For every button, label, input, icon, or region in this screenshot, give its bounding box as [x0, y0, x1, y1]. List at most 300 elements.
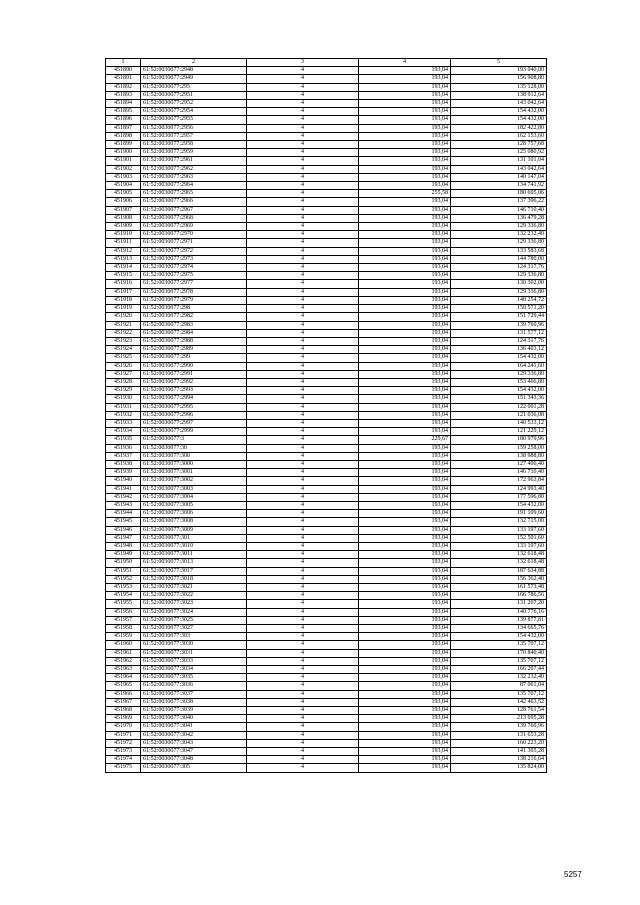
value-cell: 135 824,00	[451, 764, 547, 772]
row-number: 451936	[106, 444, 141, 452]
row-number: 451900	[106, 149, 141, 157]
cadastral-number: 61:52:0030077:298	[141, 305, 247, 313]
code-cell: 4	[247, 460, 359, 468]
cadastral-number: 61:52:0030077:3036	[141, 682, 247, 690]
value-cell: 156 908,80	[451, 75, 547, 83]
table-row	[106, 756, 547, 764]
code-cell: 4	[247, 362, 359, 370]
code-cell: 4	[247, 378, 359, 386]
cadastral-number: 61:52:0030077:2994	[141, 395, 247, 403]
area-cell: 193,04	[359, 518, 451, 526]
area-cell: 193,04	[359, 690, 451, 698]
area-cell: 193,04	[359, 116, 451, 124]
header-row	[106, 59, 547, 67]
table-row	[106, 444, 547, 452]
value-cell: 133 583,68	[451, 247, 547, 255]
cadastral-number: 61:52:0030077:2972	[141, 247, 247, 255]
table-row	[106, 731, 547, 739]
area-cell: 193,04	[359, 370, 451, 378]
row-number: 451901	[106, 157, 141, 165]
value-cell: 172 963,84	[451, 477, 547, 485]
value-cell: 128 757,68	[451, 141, 547, 149]
area-cell: 193,04	[359, 272, 451, 280]
code-cell: 4	[247, 739, 359, 747]
area-cell: 193,04	[359, 666, 451, 674]
value-cell: 131 101,04	[451, 157, 547, 165]
area-cell: 193,04	[359, 674, 451, 682]
cadastral-number: 61:52:0030077:2974	[141, 264, 247, 272]
row-number: 451909	[106, 223, 141, 231]
code-cell: 4	[247, 370, 359, 378]
table-row	[106, 674, 547, 682]
row-number: 451916	[106, 280, 141, 288]
row-number: 451970	[106, 723, 141, 731]
table-row	[106, 141, 547, 149]
code-cell: 4	[247, 387, 359, 395]
value-cell: 156 362,40	[451, 575, 547, 583]
table-row	[106, 649, 547, 657]
code-cell: 4	[247, 592, 359, 600]
code-cell: 4	[247, 485, 359, 493]
code-cell: 4	[247, 100, 359, 108]
area-cell: 193,04	[359, 264, 451, 272]
value-cell: 132 715,00	[451, 518, 547, 526]
value-cell: 154 432,00	[451, 501, 547, 509]
value-cell: 132 232,40	[451, 674, 547, 682]
value-cell: 135 128,00	[451, 83, 547, 91]
area-cell: 193,04	[359, 510, 451, 518]
row-number: 451947	[106, 534, 141, 542]
code-cell: 4	[247, 469, 359, 477]
code-cell: 4	[247, 534, 359, 542]
cadastral-number: 61:52:0030077:2963	[141, 173, 247, 181]
table-row	[106, 198, 547, 206]
value-cell: 182 422,80	[451, 124, 547, 132]
value-cell: 140 533,12	[451, 419, 547, 427]
value-cell: 131 267,20	[451, 600, 547, 608]
area-cell: 193,04	[359, 551, 451, 559]
cadastral-number: 61:52:0030077:2983	[141, 321, 247, 329]
cadastral-number: 61:52:0030077:3031	[141, 649, 247, 657]
table-row	[106, 739, 547, 747]
row-number: 451942	[106, 493, 141, 501]
code-cell: 4	[247, 108, 359, 116]
value-cell: 154 432,00	[451, 116, 547, 124]
cadastral-number: 61:52:0030077:3004	[141, 493, 247, 501]
table-row	[106, 690, 547, 698]
row-number: 451918	[106, 296, 141, 304]
value-cell: 124 317,76	[451, 264, 547, 272]
column-header-1: 1	[106, 59, 141, 67]
cadastral-number: 61:52:0030077:3043	[141, 739, 247, 747]
row-number: 451927	[106, 370, 141, 378]
cadastral-number: 61:52:0030077:2962	[141, 165, 247, 173]
table-row	[106, 305, 547, 313]
area-cell: 193,04	[359, 337, 451, 345]
table-row	[106, 428, 547, 436]
area-cell: 193,04	[359, 255, 451, 263]
cadastral-number: 61:52:0030077:3006	[141, 510, 247, 518]
area-cell: 193,04	[359, 378, 451, 386]
page-number: 5257	[564, 870, 582, 879]
value-cell: 150 571,20	[451, 305, 547, 313]
table-row	[106, 190, 547, 198]
value-cell: 148 254,72	[451, 296, 547, 304]
row-number: 451911	[106, 239, 141, 247]
cadastral-number: 61:52:0030077:3041	[141, 723, 247, 731]
value-cell: 177 596,80	[451, 493, 547, 501]
cadastral-number: 61:52:0030077:2995	[141, 403, 247, 411]
area-cell: 193,04	[359, 165, 451, 173]
cadastral-number: 61:52:0030077:3033	[141, 657, 247, 665]
cadastral-number: 61:52:0030077:2956	[141, 124, 247, 132]
table-row	[106, 542, 547, 550]
row-number: 451971	[106, 731, 141, 739]
cadastral-number: 61:52:0030077:3002	[141, 477, 247, 485]
area-cell: 193,04	[359, 91, 451, 99]
code-cell: 4	[247, 682, 359, 690]
row-number: 451926	[106, 362, 141, 370]
row-number: 451956	[106, 608, 141, 616]
area-cell: 193,04	[359, 83, 451, 91]
value-cell: 166 207,44	[451, 666, 547, 674]
cadastral-number: 61:52:0030077:299	[141, 354, 247, 362]
cadastral-number: 61:52:0030077:2969	[141, 223, 247, 231]
row-number: 451915	[106, 272, 141, 280]
row-number: 451958	[106, 625, 141, 633]
area-cell: 193,04	[359, 649, 451, 657]
code-cell: 4	[247, 288, 359, 296]
value-cell: 213 695,28	[451, 715, 547, 723]
row-number: 451943	[106, 501, 141, 509]
row-number: 451890	[106, 67, 141, 75]
value-cell: 193 040,00	[451, 67, 547, 75]
register-table	[105, 58, 547, 773]
area-cell: 193,04	[359, 584, 451, 592]
table-row	[106, 469, 547, 477]
table-row	[106, 337, 547, 345]
code-cell: 4	[247, 633, 359, 641]
value-cell: 139 760,96	[451, 723, 547, 731]
table-row	[106, 83, 547, 91]
area-cell: 229,67	[359, 436, 451, 444]
row-number: 451919	[106, 305, 141, 313]
row-number: 451967	[106, 698, 141, 706]
row-number: 451931	[106, 403, 141, 411]
area-cell: 193,04	[359, 124, 451, 132]
code-cell: 4	[247, 149, 359, 157]
row-number: 451941	[106, 485, 141, 493]
area-cell: 193,04	[359, 723, 451, 731]
row-number: 451973	[106, 748, 141, 756]
row-number: 451954	[106, 592, 141, 600]
cadastral-number: 61:52:0030077:2971	[141, 239, 247, 247]
cadastral-number: 61:52:0030077:305	[141, 764, 247, 772]
cadastral-number: 61:52:0030077:2973	[141, 255, 247, 263]
row-number: 451946	[106, 526, 141, 534]
table-row	[106, 321, 547, 329]
area-cell: 193,04	[359, 329, 451, 337]
table-row	[106, 231, 547, 239]
code-cell: 4	[247, 67, 359, 75]
cadastral-number: 61:52:0030077:2988	[141, 337, 247, 345]
table-row	[106, 354, 547, 362]
area-cell: 193,04	[359, 313, 451, 321]
value-cell: 136 403,12	[451, 346, 547, 354]
table-row	[106, 567, 547, 575]
cadastral-number: 61:52:0030077:301	[141, 534, 247, 542]
area-cell: 193,04	[359, 526, 451, 534]
table-row	[106, 748, 547, 756]
area-cell: 193,04	[359, 493, 451, 501]
row-number: 451961	[106, 649, 141, 657]
table-row	[106, 485, 547, 493]
area-cell: 193,04	[359, 592, 451, 600]
row-number: 451907	[106, 206, 141, 214]
row-number: 451908	[106, 214, 141, 222]
value-cell: 146 710,40	[451, 469, 547, 477]
code-cell: 4	[247, 542, 359, 550]
value-cell: 151 729,44	[451, 313, 547, 321]
row-number: 451922	[106, 329, 141, 337]
cadastral-number: 61:52:0030077:2970	[141, 231, 247, 239]
code-cell: 4	[247, 657, 359, 665]
cadastral-number: 61:52:0030077:2997	[141, 419, 247, 427]
value-cell: 180 979,96	[451, 436, 547, 444]
area-cell: 193,04	[359, 616, 451, 624]
cadastral-number: 61:52:0030077:3003	[141, 485, 247, 493]
area-cell: 193,04	[359, 460, 451, 468]
row-number: 451963	[106, 666, 141, 674]
table-row	[106, 723, 547, 731]
cadastral-number: 61:52:0030077:3042	[141, 731, 247, 739]
value-cell: 132 618,48	[451, 551, 547, 559]
row-number: 451930	[106, 395, 141, 403]
value-cell: 144 780,00	[451, 255, 547, 263]
code-cell: 4	[247, 329, 359, 337]
code-cell: 4	[247, 764, 359, 772]
table-row	[106, 641, 547, 649]
area-cell: 193,04	[359, 764, 451, 772]
row-number: 451923	[106, 337, 141, 345]
table-row	[106, 600, 547, 608]
row-number: 451969	[106, 715, 141, 723]
row-number: 451964	[106, 674, 141, 682]
column-header-3: 3	[247, 59, 359, 67]
code-cell: 4	[247, 182, 359, 190]
row-number: 451913	[106, 255, 141, 263]
code-cell: 4	[247, 141, 359, 149]
value-cell: 140 776,16	[451, 608, 547, 616]
code-cell: 4	[247, 116, 359, 124]
row-number: 451965	[106, 682, 141, 690]
cadastral-number: 61:52:0030077:2982	[141, 313, 247, 321]
table-row	[106, 575, 547, 583]
code-cell: 4	[247, 731, 359, 739]
table-row	[106, 214, 547, 222]
cadastral-number: 61:52:0030077:2979	[141, 296, 247, 304]
value-cell: 154 432,00	[451, 354, 547, 362]
table-row	[106, 132, 547, 140]
table-row	[106, 91, 547, 99]
value-cell: 141 305,28	[451, 748, 547, 756]
cadastral-number: 61:52:0030077:2949	[141, 75, 247, 83]
value-cell: 139 877,81	[451, 616, 547, 624]
value-cell: 140 147,04	[451, 173, 547, 181]
value-cell: 133 197,60	[451, 526, 547, 534]
table-row	[106, 206, 547, 214]
row-number: 451951	[106, 567, 141, 575]
value-cell: 87 061,04	[451, 682, 547, 690]
code-cell: 4	[247, 436, 359, 444]
code-cell: 4	[247, 723, 359, 731]
table-row	[106, 436, 547, 444]
area-cell: 193,04	[359, 756, 451, 764]
table-row	[106, 510, 547, 518]
row-number: 451891	[106, 75, 141, 83]
code-cell: 4	[247, 305, 359, 313]
table-row	[106, 460, 547, 468]
table-row	[106, 247, 547, 255]
table-row	[106, 477, 547, 485]
value-cell: 131 653,28	[451, 731, 547, 739]
cadastral-number: 61:52:0030077:3008	[141, 518, 247, 526]
area-cell: 193,04	[359, 698, 451, 706]
table-row	[106, 387, 547, 395]
value-cell: 129 336,80	[451, 272, 547, 280]
code-cell: 4	[247, 214, 359, 222]
code-cell: 4	[247, 411, 359, 419]
cadastral-number: 61:52:0030077:3025	[141, 616, 247, 624]
table-row	[106, 452, 547, 460]
cadastral-number: 61:52:0030077:2959	[141, 149, 247, 157]
code-cell: 4	[247, 649, 359, 657]
table-row	[106, 698, 547, 706]
value-cell: 143 042,64	[451, 100, 547, 108]
code-cell: 4	[247, 313, 359, 321]
table-row	[106, 715, 547, 723]
row-number: 451914	[106, 264, 141, 272]
value-cell: 138 988,80	[451, 452, 547, 460]
code-cell: 4	[247, 641, 359, 649]
table-row	[106, 764, 547, 772]
area-cell: 193,04	[359, 444, 451, 452]
value-cell: 166 786,56	[451, 592, 547, 600]
row-number: 451893	[106, 91, 141, 99]
row-number: 451917	[106, 288, 141, 296]
value-cell: 154 432,00	[451, 108, 547, 116]
code-cell: 4	[247, 75, 359, 83]
cadastral-number: 61:52:0030077:3009	[141, 526, 247, 534]
cadastral-number: 61:52:0030077:2993	[141, 387, 247, 395]
area-cell: 193,04	[359, 67, 451, 75]
area-cell: 193,04	[359, 206, 451, 214]
area-cell: 193,04	[359, 452, 451, 460]
row-number: 451948	[106, 542, 141, 550]
area-cell: 193,04	[359, 477, 451, 485]
area-cell: 193,04	[359, 305, 451, 313]
table-row	[106, 108, 547, 116]
code-cell: 4	[247, 690, 359, 698]
cadastral-number: 61:52:0030077:3000	[141, 460, 247, 468]
row-number: 451920	[106, 313, 141, 321]
value-cell: 164 241,60	[451, 362, 547, 370]
cadastral-number: 61:52:0030077:30	[141, 444, 247, 452]
row-number: 451912	[106, 247, 141, 255]
area-cell: 193,04	[359, 542, 451, 550]
table-row	[106, 534, 547, 542]
cadastral-number: 61:52:0030077:3010	[141, 542, 247, 550]
row-number: 451960	[106, 641, 141, 649]
code-cell: 4	[247, 91, 359, 99]
value-cell: 135 707,12	[451, 657, 547, 665]
table-row	[106, 584, 547, 592]
row-number: 451937	[106, 452, 141, 460]
area-cell: 193,04	[359, 641, 451, 649]
cadastral-number: 61:52:0030077:2977	[141, 280, 247, 288]
row-number: 451955	[106, 600, 141, 608]
table-row	[106, 255, 547, 263]
cadastral-number: 61:52:0030077:2999	[141, 428, 247, 436]
area-cell: 193,04	[359, 362, 451, 370]
value-cell: 124 993,40	[451, 485, 547, 493]
cadastral-number: 61:52:0030077:3022	[141, 592, 247, 600]
value-cell: 161 573,48	[451, 584, 547, 592]
table-row	[106, 264, 547, 272]
row-number: 451895	[106, 108, 141, 116]
cadastral-number: 61:52:0030077:3027	[141, 625, 247, 633]
code-cell: 4	[247, 419, 359, 427]
cadastral-number: 61:52:0030077:3023	[141, 600, 247, 608]
code-cell: 4	[247, 239, 359, 247]
value-cell: 139 760,96	[451, 321, 547, 329]
value-cell: 187 634,88	[451, 567, 547, 575]
cadastral-number: 61:52:0030077:2957	[141, 132, 247, 140]
row-number: 451938	[106, 460, 141, 468]
area-cell: 193,04	[359, 567, 451, 575]
code-cell: 4	[247, 600, 359, 608]
code-cell: 4	[247, 666, 359, 674]
value-cell: 133 197,60	[451, 542, 547, 550]
code-cell: 4	[247, 559, 359, 567]
row-number: 451902	[106, 165, 141, 173]
code-cell: 4	[247, 608, 359, 616]
area-cell: 193,04	[359, 132, 451, 140]
cadastral-number: 61:52:0030077:2952	[141, 100, 247, 108]
table-row	[106, 173, 547, 181]
table-row	[106, 608, 547, 616]
table-row	[106, 288, 547, 296]
row-number: 451974	[106, 756, 141, 764]
area-cell: 193,04	[359, 247, 451, 255]
area-cell: 193,04	[359, 575, 451, 583]
cadastral-number: 61:52:0030077:2954	[141, 108, 247, 116]
value-cell: 152 501,60	[451, 534, 547, 542]
code-cell: 4	[247, 674, 359, 682]
area-cell: 193,04	[359, 419, 451, 427]
cadastral-number: 61:52:0030077:3017	[141, 567, 247, 575]
cadastral-number: 61:52:0030077:2958	[141, 141, 247, 149]
area-cell: 255,58	[359, 190, 451, 198]
table-row	[106, 518, 547, 526]
cadastral-number: 61:52:0030077:2975	[141, 272, 247, 280]
cadastral-number: 61:52:0030077:2964	[141, 182, 247, 190]
area-cell: 193,04	[359, 633, 451, 641]
table-row	[106, 707, 547, 715]
code-cell: 4	[247, 748, 359, 756]
cadastral-number: 61:52:0030077:2984	[141, 329, 247, 337]
table-row	[106, 116, 547, 124]
